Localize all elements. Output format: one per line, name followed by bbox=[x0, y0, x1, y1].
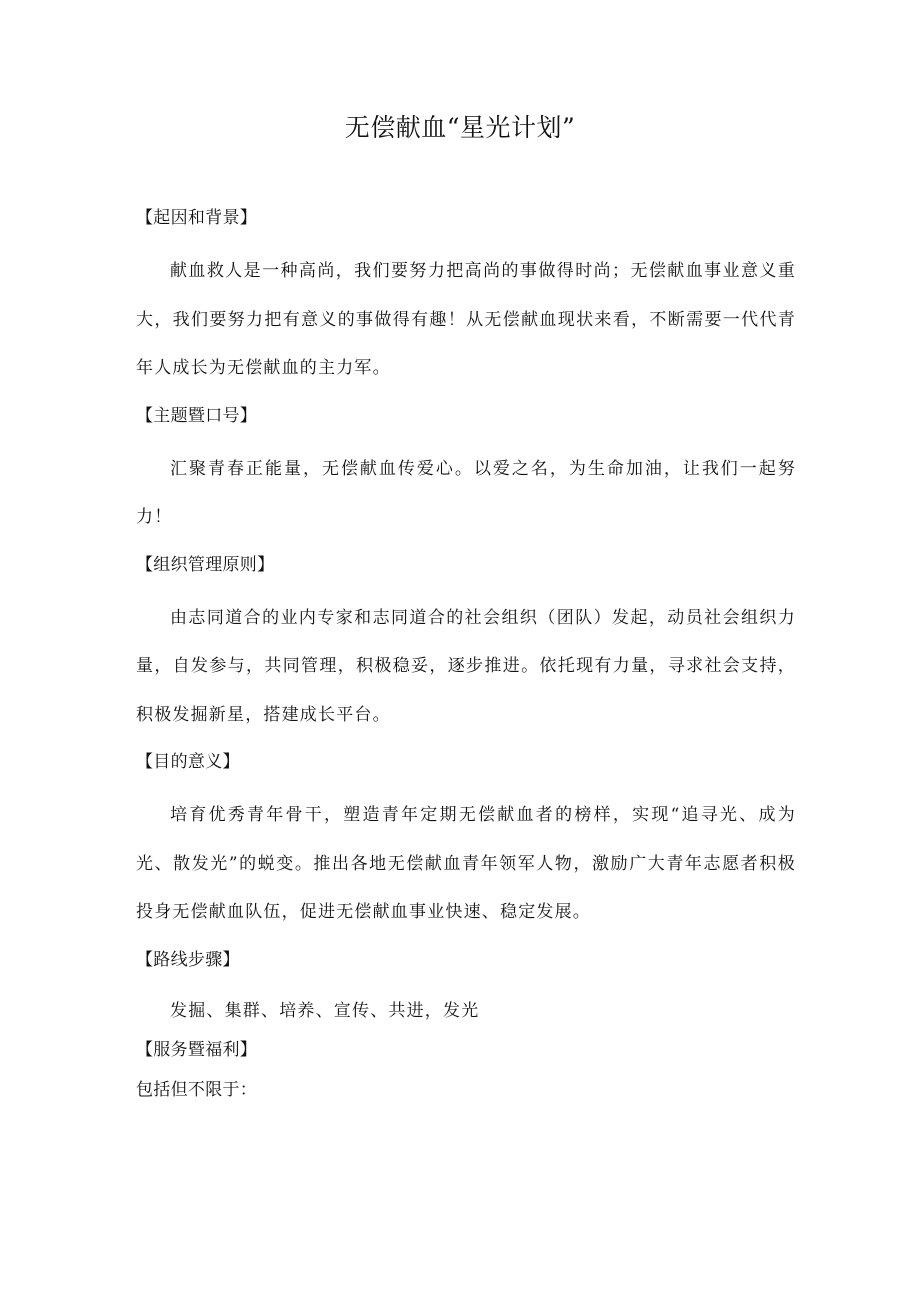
section-body-services: 包括但不限于： bbox=[136, 1079, 258, 1100]
section-heading-services: 【服务暨福利】 bbox=[136, 1039, 258, 1060]
section-heading-principles: 【组织管理原则】 bbox=[136, 554, 275, 575]
section-heading-background: 【起因和背景】 bbox=[136, 208, 258, 228]
section-body-background: 献血救人是一种高尚，我们要努力把高尚的事做得时尚；无偿献血事业意义重大，我们要努力把有意义的事做得有趣！从无偿献血现状来看，不断需要一代代青年人成长为无偿献血的主力军。 bbox=[136, 261, 796, 378]
section-heading-steps: 【路线步骤】 bbox=[136, 949, 240, 970]
document-body bbox=[136, 201, 796, 1107]
section-heading-theme: 【主题暨口号】 bbox=[136, 405, 258, 426]
section-body-principles: 由志同道合的业内专家和志同道合的社会组织（团队）发起，动员社会组织力量，自发参与，共同管理，积极稳妥，逐步推进。依托现有力量，寻求社会支持，积极发掘新星，搭建成长平台。 bbox=[136, 607, 796, 725]
section-heading-purpose: 【目的意义】 bbox=[136, 752, 240, 772]
section-body-purpose: 培育优秀青年骨干，塑造青年定期无偿献血者的榜样，实现“追寻光、成为光、散发光”的蜕变。推出各地无偿献血青年领军人物，激励广大青年志愿者积极投身无偿献血队伍，促进无偿献血事业快速、稳定发展。 bbox=[136, 805, 796, 922]
document-title: 无偿献血“星光计划” bbox=[344, 113, 576, 142]
section-body-steps: 发掘、集群、培养、宣传、共进，发光 bbox=[170, 1000, 480, 1021]
section-body-theme: 汇聚青春正能量，无偿献血传爱心。以爱之名，为生命加油，让我们一起努力！ bbox=[136, 458, 796, 527]
